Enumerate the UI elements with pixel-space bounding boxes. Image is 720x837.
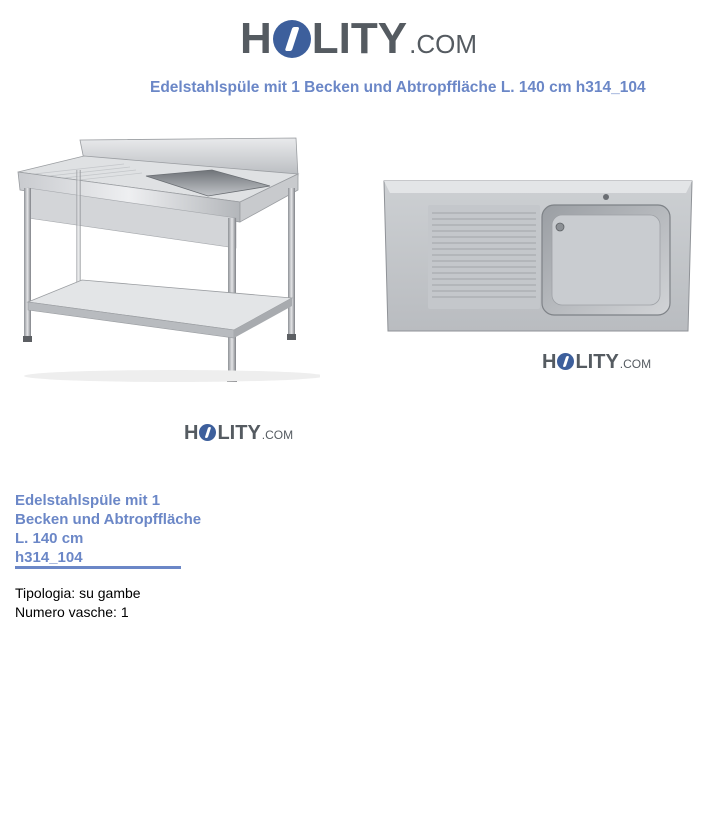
logo-letters: LITY	[217, 422, 261, 444]
brand-logo[interactable]	[240, 14, 477, 69]
product-code: h314_104	[15, 549, 83, 566]
logo-domain-suffix: .COM	[261, 428, 294, 442]
logo-letter-h: H	[184, 422, 199, 444]
logo-letter-h: H	[240, 14, 272, 63]
logo-o-icon	[557, 353, 574, 370]
brand-logo-small	[542, 350, 651, 376]
spec-numero-vasche: Numero vasche: 1	[15, 604, 129, 620]
logo-letter-h: H	[542, 351, 557, 373]
logo-domain-suffix: .COM	[619, 357, 652, 371]
sink-top-view-image	[382, 175, 694, 335]
page-title: Edelstahlspüle mit 1 Becken und Abtropffläche L. 140 cm h314_104	[150, 79, 646, 96]
spec-tipologia: Tipologia: su gambe	[15, 585, 141, 601]
title-underline	[15, 566, 181, 569]
logo-letters: LITY	[575, 351, 619, 373]
sink-table-image	[14, 130, 320, 392]
logo-letters: LITY	[311, 14, 408, 63]
product-name-line: L. 140 cm	[15, 530, 84, 547]
product-name-line: Becken und Abtropffläche	[15, 511, 202, 528]
product-specs	[15, 584, 141, 622]
product-name[interactable]	[15, 491, 225, 567]
logo-o-icon	[273, 20, 311, 58]
product-name-line: Edelstahlspüle mit 1	[15, 492, 161, 509]
brand-logo-small	[184, 421, 293, 447]
logo-o-icon	[199, 424, 216, 441]
logo-domain-suffix: .COM	[409, 29, 477, 59]
